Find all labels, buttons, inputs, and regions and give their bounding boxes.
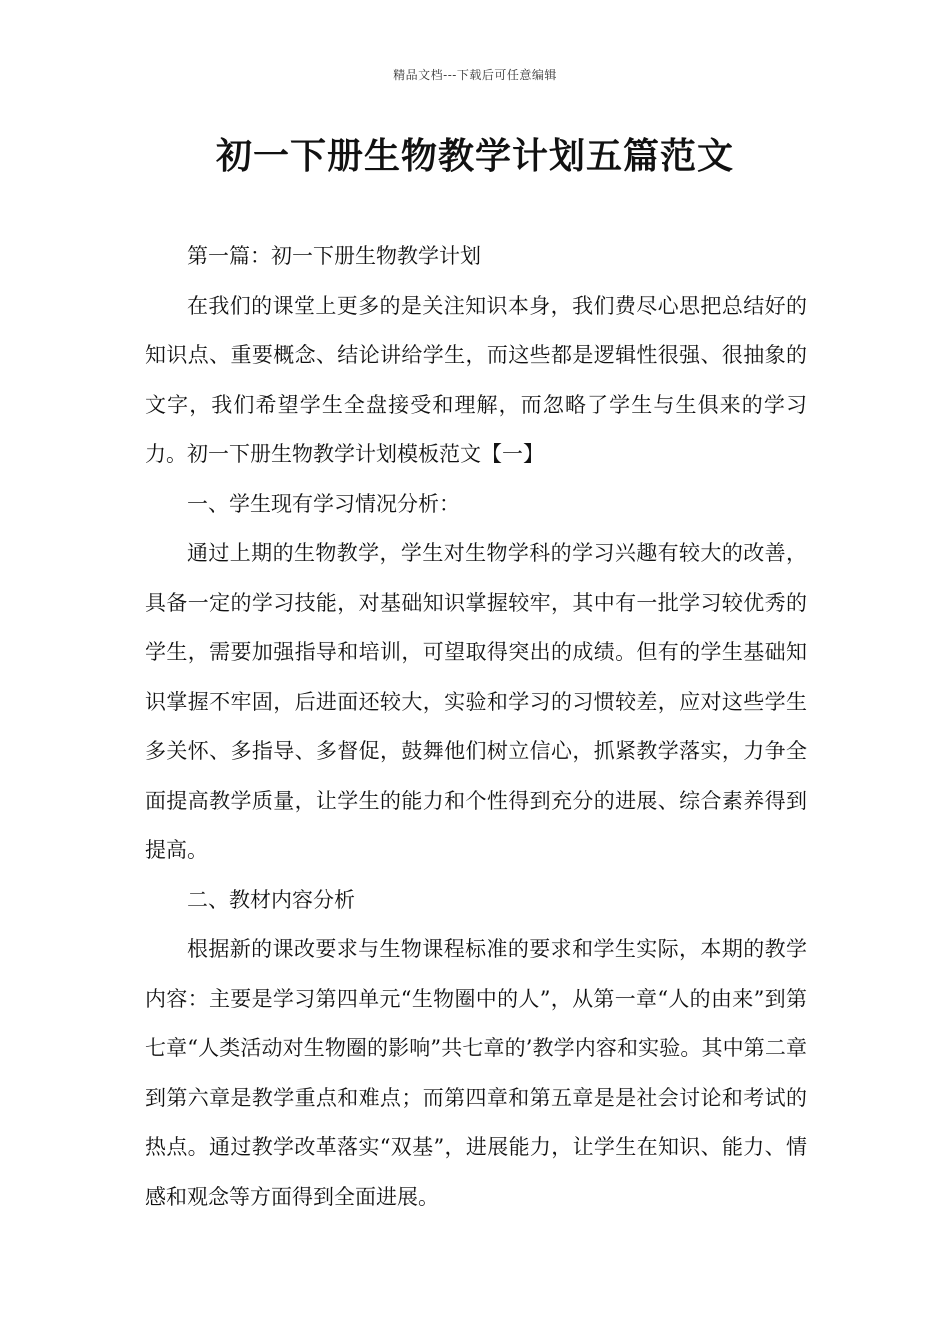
document-title: 初一下册生物教学计划五篇范文: [215, 135, 734, 177]
section-heading-textbook-analysis: 二、教材内容分析: [187, 887, 355, 912]
document-body: [145, 232, 807, 1222]
section-heading-student-analysis: 一、学生现有学习情况分析：: [187, 491, 460, 516]
paragraph-intro: 在我们的课堂上更多的是关注知识本身，我们费尽心思把总结好的知识点、重要概念、结论讲给学生，而这些都是逻辑性很强、很抽象的文字，我们希望学生全盘接受和理解，而忽略了学生与生俱来的学习力。初一下册生物教学计划模板范文【一】: [145, 293, 807, 466]
paragraph-textbook-analysis: 根据新的课改要求与生物课程标准的要求和学生实际，本期的教学内容：主要是学习第四单元“生物圈中的人”，从第一章“人的由来”到第七章“人类活动对生物圈的影响”共七章的’教学内容和实验。其中第二章到第六章是教学重点和难点；而第四章和第五章是是社会讨论和考试的热点。通过教学改革落实“双基”，进展能力，让学生在知识、能力、情感和观念等方面得到全面进展。: [145, 937, 807, 1209]
section-heading-part-one: 第一篇：初一下册生物教学计划: [187, 244, 481, 268]
header-note: 精品文档---下载后可任意编辑: [393, 68, 557, 82]
paragraph-student-analysis: 通过上期的生物教学，学生对生物学科的学习兴趣有较大的改善，具备一定的学习技能，对基础知识掌握较牢，其中有一批学习较优秀的学生，需要加强指导和培训，可望取得突出的成绩。但有的学生基础知识掌握不牢固，后进面还较大，实验和学习的习惯较差，应对这些学生多关怀、多指导、多督促，鼓舞他们树立信心，抓紧教学落实，力争全面提高教学质量，让学生的能力和个性得到充分的进展、综合素养得到提高。: [145, 541, 807, 862]
